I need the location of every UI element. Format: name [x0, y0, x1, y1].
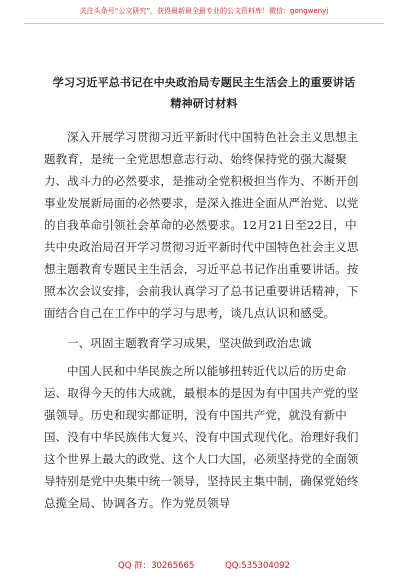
body-paragraph-1: 深入开展学习贯彻习近平新时代中国特色社会主义思想主题教育，是统一全党思想意志行动、始终保持党的强大凝聚力、战斗力的必然要求，是推动全党积极担当作为、不断开创事业发展新局面的必然要求，是深入推进全面从严治党、以党的自我革命引领社会革命的必然要求。12月21日至22日，中共中央政治局召开学习贯彻习近平新时代中国特色社会主义思想主题教育专题民主生活会，习近平总书记作出重要讲话。按照本次会议安排，会前我认真学习了总书记重要讲话精神，下面结合自己在工作中的学习与思考，谈几点认识和感受。 — [44, 130, 359, 320]
section-heading-1: 一、巩固主题教育学习成果，坚决做到政治忠诚 — [67, 336, 312, 350]
document-title: 学习习近平总书记在中央政治局专题民主生活会上的重要讲话精神研讨材料 — [52, 76, 356, 110]
footer-qq-number: QQ:535304092 — [225, 560, 290, 571]
header-banner: 关注头条号“公文研究”，获得最新最全最专业的公文资料库！微信：gongwenyj — [79, 7, 329, 15]
body-paragraph-2: 中国人民和中华民族之所以能够扭转近代以后的历史命运、取得今天的伟大成就，最根本的是因为有中国共产党的坚强领导。历史和现实都证明，没有中国共产党，就没有新中国、没有中华民族伟大复兴、没有中国式现代化。治理好我们这个世界上最大的政党、这个人口大国，必须坚持党的全面领导特别是党中央集中统一领导，坚持民主集中制，确保党始终总揽全局、协调各方。作为党员领导 — [44, 364, 359, 510]
document-body — [44, 126, 362, 514]
header-divider — [24, 23, 384, 24]
footer-qq-group: QQ 群：30265665 — [118, 560, 195, 571]
footer-contact — [0, 562, 408, 571]
